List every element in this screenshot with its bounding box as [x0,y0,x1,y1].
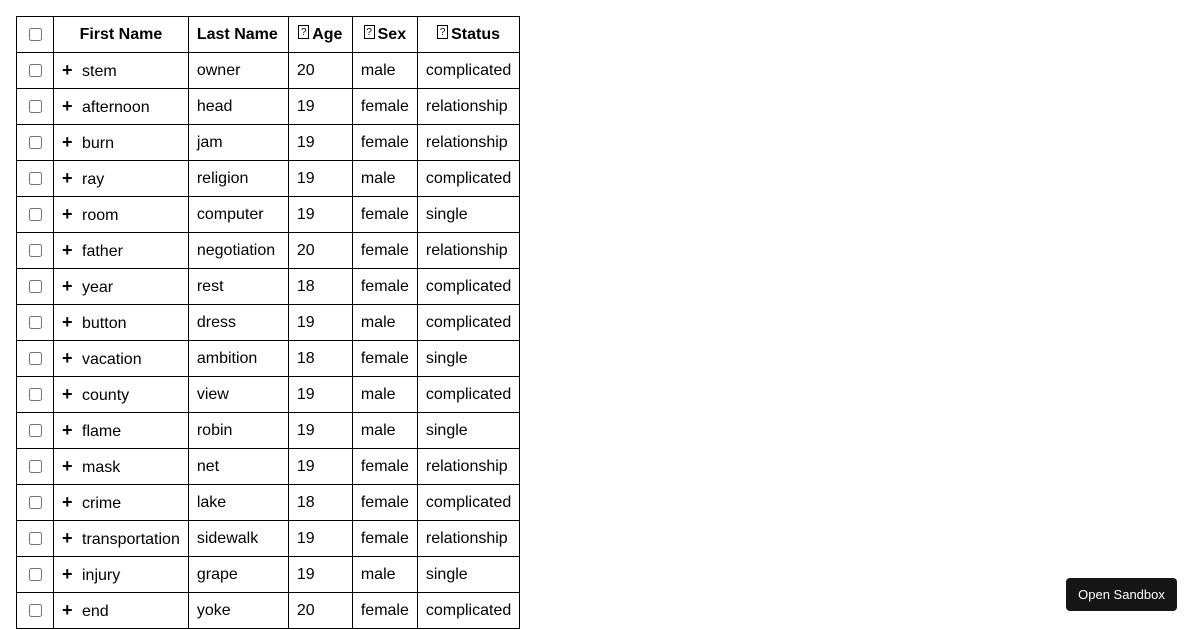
first-name-text: vacation [82,350,142,368]
sex-cell: female [352,449,417,485]
header-sex[interactable] [352,17,417,53]
row-select-cell [17,269,54,305]
first-name-text: year [82,278,114,296]
age-cell: 19 [288,521,352,557]
row-select-cell [17,197,54,233]
status-cell: single [417,557,519,593]
row-select-cell [17,593,54,629]
row-select-checkbox[interactable] [29,208,42,221]
last-name-cell: lake [188,485,288,521]
row-select-checkbox[interactable] [29,604,42,617]
status-cell: complicated [417,161,519,197]
first-name-text: stem [82,62,117,80]
age-cell: 19 [288,413,352,449]
row-select-checkbox[interactable] [29,244,42,257]
header-status[interactable] [417,17,519,53]
first-name-cell [54,449,189,485]
row-select-checkbox[interactable] [29,496,42,509]
first-name-text: father [82,242,123,260]
sex-cell: female [352,593,417,629]
row-select-cell [17,485,54,521]
row-select-checkbox[interactable] [29,568,42,581]
first-name-text: injury [82,566,121,584]
table-row [17,125,520,161]
first-name-cell [54,125,189,161]
first-name-text: mask [82,458,121,476]
expand-row-icon[interactable]: + [62,95,73,116]
header-last-name[interactable]: Last Name [188,17,288,53]
sex-cell: female [352,89,417,125]
last-name-cell: ambition [188,341,288,377]
table-row [17,413,520,449]
sex-cell: female [352,521,417,557]
first-name-cell [54,413,189,449]
first-name-text: burn [82,134,115,152]
sex-cell: female [352,233,417,269]
expand-row-icon[interactable]: + [62,455,73,476]
age-cell: 20 [288,593,352,629]
table-row [17,485,520,521]
expand-row-icon[interactable]: + [62,419,73,440]
status-cell: complicated [417,593,519,629]
first-name-cell [54,53,189,89]
row-select-cell [17,521,54,557]
table-row [17,305,520,341]
first-name-cell [54,305,189,341]
sort-icon[interactable]: ? [298,25,309,39]
expand-row-icon[interactable]: + [62,239,73,260]
last-name-cell: owner [188,53,288,89]
first-name-text: county [82,386,130,404]
expand-row-icon[interactable]: + [62,527,73,548]
table-header [17,17,520,53]
sex-cell: female [352,197,417,233]
row-select-cell [17,125,54,161]
last-name-cell: jam [188,125,288,161]
row-select-cell [17,377,54,413]
table-row [17,197,520,233]
row-select-checkbox[interactable] [29,172,42,185]
status-cell: single [417,341,519,377]
expand-row-icon[interactable]: + [62,383,73,404]
sex-cell: male [352,413,417,449]
header-first-name[interactable]: First Name [54,17,189,53]
sort-icon[interactable]: ? [437,25,448,39]
last-name-cell: head [188,89,288,125]
expand-row-icon[interactable]: + [62,563,73,584]
sex-cell: male [352,53,417,89]
table-row [17,89,520,125]
row-select-cell [17,53,54,89]
last-name-cell: negotiation [188,233,288,269]
age-cell: 18 [288,485,352,521]
expand-row-icon[interactable]: + [62,599,73,620]
last-name-cell: robin [188,413,288,449]
expand-row-icon[interactable]: + [62,167,73,188]
age-cell: 19 [288,557,352,593]
last-name-cell: computer [188,197,288,233]
expand-row-icon[interactable]: + [62,491,73,512]
row-select-checkbox[interactable] [29,424,42,437]
status-cell: relationship [417,521,519,557]
header-row [17,17,520,53]
status-cell: relationship [417,449,519,485]
row-select-checkbox[interactable] [29,316,42,329]
first-name-cell [54,233,189,269]
row-select-cell [17,341,54,377]
table-row [17,53,520,89]
age-cell: 19 [288,197,352,233]
status-cell: complicated [417,269,519,305]
sex-cell: male [352,377,417,413]
first-name-text: flame [82,422,122,440]
table-row [17,233,520,269]
first-name-cell [54,161,189,197]
row-select-checkbox[interactable] [29,280,42,293]
table-row [17,161,520,197]
first-name-text: transportation [82,530,180,548]
row-select-checkbox[interactable] [29,460,42,473]
first-name-text: room [82,206,119,224]
expand-row-icon[interactable]: + [62,275,73,296]
table-row [17,521,520,557]
last-name-cell: net [188,449,288,485]
age-cell: 19 [288,161,352,197]
row-select-checkbox[interactable] [29,532,42,545]
age-cell: 19 [288,449,352,485]
header-status-label: Status [451,25,501,43]
header-age-label: Age [312,25,343,43]
age-cell: 19 [288,89,352,125]
sex-cell: female [352,269,417,305]
header-age[interactable] [288,17,352,53]
age-cell: 20 [288,233,352,269]
last-name-cell: sidewalk [188,521,288,557]
status-cell: single [417,413,519,449]
open-sandbox-button[interactable]: Open Sandbox [1066,578,1177,611]
status-cell: relationship [417,233,519,269]
age-cell: 19 [288,125,352,161]
first-name-cell [54,593,189,629]
first-name-cell [54,197,189,233]
first-name-text: crime [82,494,122,512]
sex-cell: male [352,557,417,593]
age-cell: 19 [288,305,352,341]
people-table-container [16,16,520,629]
first-name-text: afternoon [82,98,150,116]
row-select-checkbox[interactable] [29,64,42,77]
sex-cell: female [352,341,417,377]
first-name-cell [54,89,189,125]
table-row [17,341,520,377]
header-sex-label: Sex [377,25,407,43]
first-name-text: end [82,602,109,620]
status-cell: complicated [417,305,519,341]
row-select-cell [17,449,54,485]
row-select-cell [17,557,54,593]
first-name-cell [54,341,189,377]
status-cell: single [417,197,519,233]
age-cell: 20 [288,53,352,89]
table-body [17,53,520,629]
people-table [16,16,520,629]
last-name-cell: view [188,377,288,413]
last-name-cell: religion [188,161,288,197]
sex-cell: female [352,485,417,521]
row-select-cell [17,233,54,269]
age-cell: 18 [288,269,352,305]
sex-cell: male [352,305,417,341]
row-select-checkbox[interactable] [29,100,42,113]
row-select-cell [17,89,54,125]
expand-row-icon[interactable]: + [62,131,73,152]
age-cell: 19 [288,377,352,413]
first-name-cell [54,269,189,305]
last-name-cell: yoke [188,593,288,629]
sort-icon[interactable]: ? [364,25,375,39]
expand-row-icon[interactable]: + [62,347,73,368]
expand-row-icon[interactable]: + [62,311,73,332]
table-row [17,449,520,485]
first-name-text: button [82,314,127,332]
first-name-cell [54,485,189,521]
status-cell: complicated [417,485,519,521]
first-name-text: ray [82,170,105,188]
first-name-cell [54,521,189,557]
row-select-cell [17,161,54,197]
table-row [17,377,520,413]
status-cell: relationship [417,125,519,161]
expand-row-icon[interactable]: + [62,203,73,224]
status-cell: complicated [417,377,519,413]
age-cell: 18 [288,341,352,377]
last-name-cell: grape [188,557,288,593]
row-select-checkbox[interactable] [29,352,42,365]
table-row [17,593,520,629]
status-cell: complicated [417,53,519,89]
last-name-cell: rest [188,269,288,305]
row-select-cell [17,413,54,449]
expand-row-icon[interactable]: + [62,59,73,80]
sex-cell: female [352,125,417,161]
row-select-cell [17,305,54,341]
status-cell: relationship [417,89,519,125]
first-name-cell [54,377,189,413]
header-select-all-cell [17,17,54,53]
last-name-cell: dress [188,305,288,341]
table-row [17,557,520,593]
sex-cell: male [352,161,417,197]
row-select-checkbox[interactable] [29,136,42,149]
first-name-cell [54,557,189,593]
row-select-checkbox[interactable] [29,388,42,401]
select-all-checkbox[interactable] [29,28,42,41]
table-row [17,269,520,305]
